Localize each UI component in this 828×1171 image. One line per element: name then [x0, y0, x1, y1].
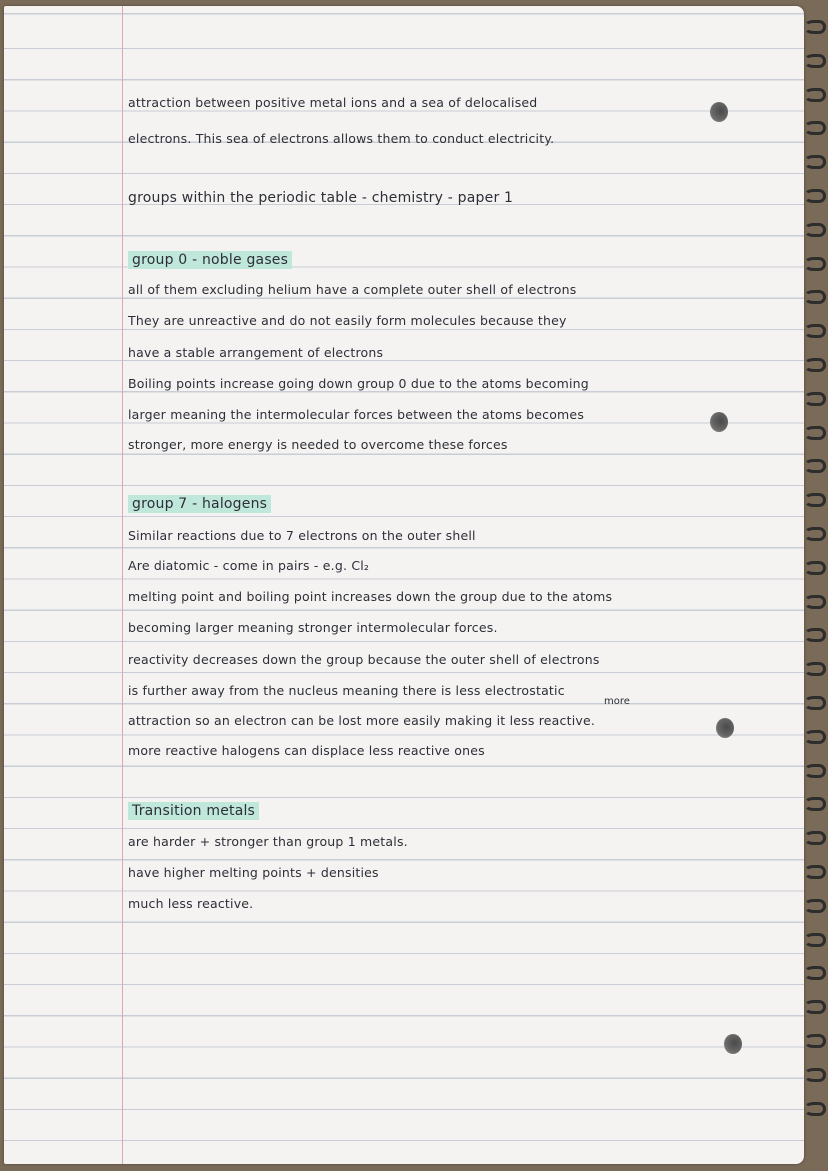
spiral-coil	[804, 121, 826, 135]
spiral-coil	[804, 628, 826, 642]
page-title: groups within the periodic table - chemistry - paper 1	[128, 190, 514, 206]
note-line: have a stable arrangement of electrons	[128, 345, 384, 360]
spiral-coil	[804, 493, 826, 507]
note-line: larger meaning the intermolecular forces between the atoms becomes	[128, 407, 585, 422]
spiral-coil	[804, 189, 826, 203]
section-heading: Transition metals	[128, 802, 259, 820]
note-line: much less reactive.	[128, 896, 254, 911]
spiral-coil	[804, 358, 826, 372]
note-line: melting point and boiling point increases down the group due to the atoms	[128, 589, 613, 604]
spiral-coil	[804, 20, 826, 34]
spiral-coil	[804, 290, 826, 304]
note-line: more reactive halogens can displace less reactive ones	[128, 743, 485, 758]
spiral-coil	[804, 426, 826, 440]
note-line: all of them excluding helium have a complete outer shell of electrons	[128, 282, 577, 297]
spiral-coil	[804, 459, 826, 473]
spiral-coil	[804, 1000, 826, 1014]
note-line: They are unreactive and do not easily form molecules because they	[128, 313, 567, 328]
spiral-coil	[804, 561, 826, 575]
spiral-coil	[804, 899, 826, 913]
section-heading: group 7 - halogens	[128, 495, 271, 513]
spiral-binding	[802, 20, 828, 1140]
punch-hole	[710, 412, 728, 432]
note-line: stronger, more energy is needed to overcome these forces	[128, 437, 508, 452]
spiral-coil	[804, 155, 826, 169]
spiral-coil	[804, 223, 826, 237]
notebook-page	[4, 6, 804, 1164]
note-line: electrons. This sea of electrons allows them to conduct electricity.	[128, 131, 555, 146]
spiral-coil	[804, 1068, 826, 1082]
spiral-coil	[804, 527, 826, 541]
spiral-coil	[804, 324, 826, 338]
note-line: attraction so an electron can be lost more easily making it less reactive.	[128, 713, 596, 728]
spiral-coil	[804, 392, 826, 406]
note-line: Are diatomic - come in pairs - e.g. Cl₂	[128, 558, 370, 573]
note-line: attraction between positive metal ions and a sea of delocalised	[128, 95, 538, 110]
punch-hole	[710, 102, 728, 122]
margin-line	[122, 6, 123, 1164]
note-line: Similar reactions due to 7 electrons on the outer shell	[128, 528, 476, 543]
spiral-coil	[804, 696, 826, 710]
spiral-coil	[804, 257, 826, 271]
note-line: have higher melting points + densities	[128, 865, 379, 880]
spiral-coil	[804, 797, 826, 811]
note-line: Boiling points increase going down group 0 due to the atoms becoming	[128, 376, 589, 391]
spiral-coil	[804, 662, 826, 676]
note-line: reactivity decreases down the group because the outer shell of electrons	[128, 652, 600, 667]
spiral-coil	[804, 730, 826, 744]
note-line: becoming larger meaning stronger intermolecular forces.	[128, 620, 498, 635]
punch-hole	[724, 1034, 742, 1054]
section-heading: group 0 - noble gases	[128, 251, 292, 269]
spiral-coil	[804, 595, 826, 609]
spiral-coil	[804, 54, 826, 68]
spiral-coil	[804, 865, 826, 879]
spiral-coil	[804, 966, 826, 980]
punch-hole	[716, 718, 734, 738]
spiral-coil	[804, 1102, 826, 1116]
annotation-more: more	[604, 696, 630, 707]
spiral-coil	[804, 764, 826, 778]
spiral-coil	[804, 831, 826, 845]
note-line: is further away from the nucleus meaning there is less electrostatic	[128, 683, 565, 698]
spiral-coil	[804, 88, 826, 102]
spiral-coil	[804, 933, 826, 947]
spiral-coil	[804, 1034, 826, 1048]
note-line: are harder + stronger than group 1 metals.	[128, 834, 408, 849]
